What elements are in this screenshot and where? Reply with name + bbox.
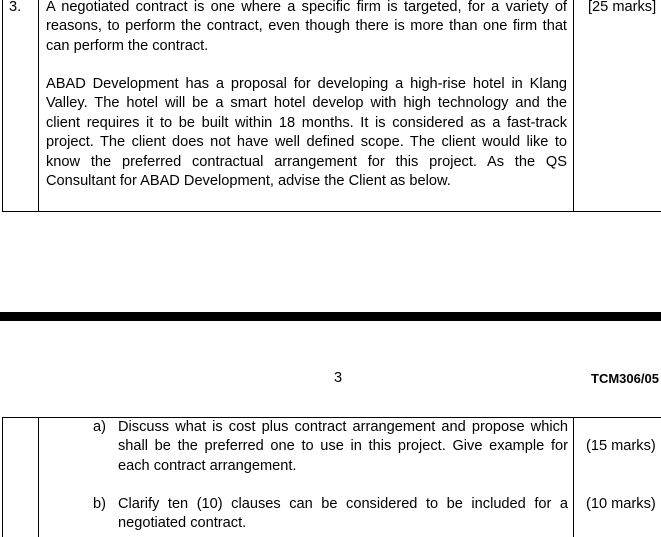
- intro-line-1: A negotiated contract is one where a specific firm is targeted, for a variety of: [46, 0, 567, 15]
- subquestion-b-marks: (10 marks): [586, 496, 656, 512]
- table-border-bottom: [2, 211, 661, 212]
- subtable-border-marks-col: [573, 417, 574, 537]
- table-border-left: [2, 0, 3, 212]
- course-code: TCM306/05: [591, 371, 659, 386]
- table-border-number-col: [38, 0, 39, 212]
- page-break-divider: [0, 312, 661, 321]
- subquestion-a-marks: (15 marks): [586, 438, 656, 454]
- intro-line-2: reasons, to perform the contract, even though there is more than one firm that: [46, 18, 567, 35]
- subquestion-a: [93, 418, 568, 478]
- subquestion-a-letter: a): [93, 419, 106, 435]
- table-border-marks-col: [573, 0, 574, 212]
- question-number: 3.: [9, 0, 22, 15]
- subquestion-a-text: [118, 418, 568, 476]
- subquestion-a-line-1: Discuss what is cost plus contract arrangement and propose which: [118, 419, 568, 435]
- intro-line-3: can perform the contract.: [46, 37, 209, 54]
- scenario-line-6: Consultant for ABAD Development, advise the Client as below.: [46, 172, 451, 189]
- subquestion-a-line-3: each contract arrangement.: [118, 457, 297, 474]
- scenario-line-4: project. The client does not have well defined scope. The client would like to: [46, 134, 567, 151]
- subquestion-a-line-2: shall be the preferred one to use in this project. Give example for: [118, 438, 568, 455]
- question-intro: [46, 0, 567, 56]
- scenario-line-3: client requires it to be built within 18 months. It is considered as a fast-track: [46, 114, 567, 131]
- subtable-border-left: [2, 417, 3, 537]
- subtable-border-number-col: [38, 417, 39, 537]
- scenario-line-2: Valley. The hotel will be a smart hotel develop with high technology and the: [46, 95, 567, 112]
- subquestion-b-text: [118, 495, 568, 534]
- page-number: 3: [334, 370, 343, 386]
- subquestion-b-line-1: Clarify ten (10) clauses can be considered to be included for a: [118, 496, 568, 512]
- subquestion-b-line-2: negotiated contract.: [118, 515, 247, 532]
- question-scenario: [46, 75, 567, 191]
- subquestion-b-letter: b): [93, 496, 106, 512]
- question-marks: [25 marks]: [588, 0, 657, 15]
- scenario-line-5: know the preferred contractual arrangement for this project. As the QS: [46, 153, 567, 170]
- scenario-line-1: ABAD Development has a proposal for developing a high-rise hotel in Klang: [46, 76, 567, 92]
- subquestion-b: [93, 495, 568, 535]
